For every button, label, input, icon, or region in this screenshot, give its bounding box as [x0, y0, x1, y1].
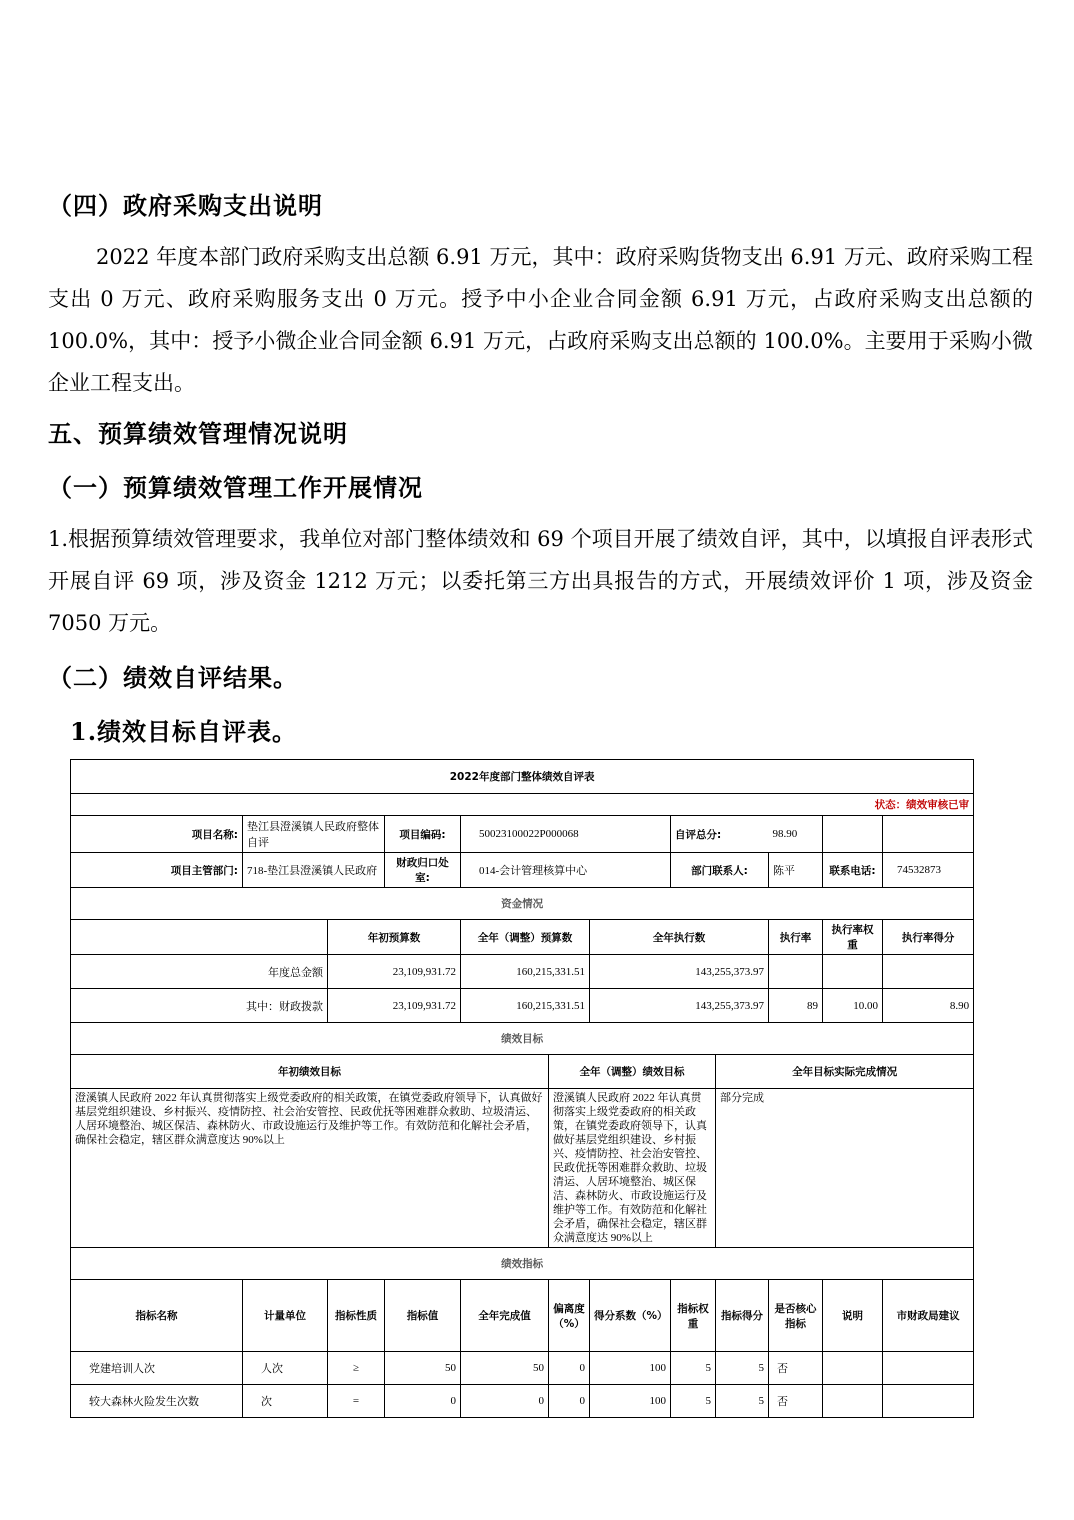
performance-work-paragraph: 1.根据预算绩效管理要求，我单位对部门整体绩效和 69 个项目开展了绩效自评，其中，以填报自评表形式开展自评 69 项，涉及资金 1212 万元；以委托第三方出具报告的方式，开展绩效评价 1 项，涉及资金 7050 万元。 — [48, 527, 1033, 635]
dept-label: 项目主管部门: — [71, 853, 243, 888]
indicator-header-coef: 得分系数（%） — [590, 1280, 671, 1352]
funds-row-adjusted: 160,215,331.51 — [461, 989, 590, 1023]
self-eval-heading: （二）绩效自评结果。 — [48, 663, 298, 692]
indicator-advice — [883, 1385, 974, 1418]
goal-header-initial: 年初绩效目标 — [71, 1055, 549, 1089]
funds-row-executed: 143,255,373.97 — [590, 955, 769, 989]
empty-cell — [883, 816, 974, 853]
indicator-unit: 人次 — [243, 1352, 328, 1385]
table-title: 2022年度部门整体绩效自评表 — [71, 760, 974, 794]
status-badge: 状态：绩效审核已审 — [71, 794, 974, 816]
performance-self-eval-table — [70, 759, 974, 1418]
funds-section-header: 资金情况 — [71, 888, 974, 920]
indicator-note — [823, 1385, 883, 1418]
indicator-header-deviation: 偏离度（%） — [549, 1280, 590, 1352]
goal-header-actual: 全年目标实际完成情况 — [716, 1055, 974, 1089]
funds-row-rate — [769, 955, 823, 989]
goal-initial-text: 澄溪镇人民政府 2022 年认真贯彻落实上级党委政府的相关政策，在镇党委政府领导下，认真做好基层党组织建设、乡村振兴、疫情防控、社会治安管控、民政优抚等困难群众救助、垃圾清运、人居环境整治、城区保洁、森林防火、市政设施运行及维护等工作。有效防范和化解社会矛盾，确保社会稳定，辖区群众满意度达 90%以上 — [71, 1089, 549, 1248]
self-score-value: 98.90 — [769, 816, 823, 853]
funds-row-initial: 23,109,931.72 — [328, 955, 461, 989]
indicator-score: 5 — [716, 1385, 769, 1418]
table-row — [71, 989, 974, 1023]
funds-row-label: 其中：财政拨款 — [71, 989, 328, 1023]
indicator-weight: 5 — [671, 1352, 716, 1385]
indicator-name: 党建培训人次 — [71, 1352, 243, 1385]
indicator-header-advice: 市财政局建议 — [883, 1280, 974, 1352]
dept-value: 718-垫江县澄溪镇人民政府 — [243, 853, 385, 888]
indicator-header-weight: 指标权重 — [671, 1280, 716, 1352]
indicator-coef: 100 — [590, 1385, 671, 1418]
gov-procurement-heading: （四）政府采购支出说明 — [48, 191, 323, 220]
indicator-deviation: 0 — [549, 1385, 590, 1418]
indicator-name: 较大森林火险发生次数 — [71, 1385, 243, 1418]
indicator-coef: 100 — [590, 1352, 671, 1385]
indicator-unit: 次 — [243, 1385, 328, 1418]
project-name-label: 项目名称: — [71, 816, 243, 853]
table-row — [71, 1385, 974, 1418]
indicator-core: 否 — [769, 1352, 823, 1385]
budget-performance-heading: 五、预算绩效管理情况说明 — [48, 419, 348, 448]
contact-label: 部门联系人: — [671, 853, 769, 888]
funds-header-initial: 年初预算数 — [328, 920, 461, 955]
finance-office-value: 014-会计管理核算中心 — [461, 853, 671, 888]
indicator-header-name: 指标名称 — [71, 1280, 243, 1352]
table-row — [71, 955, 974, 989]
indicator-header-value: 指标值 — [385, 1280, 461, 1352]
goal-actual-text: 部分完成 — [716, 1089, 974, 1248]
funds-header-rate: 执行率 — [769, 920, 823, 955]
indicator-score: 5 — [716, 1352, 769, 1385]
indicator-section-header: 绩效指标 — [71, 1248, 974, 1280]
funds-row-score — [883, 955, 974, 989]
indicator-header-score: 指标得分 — [716, 1280, 769, 1352]
funds-header-weight: 执行率权重 — [823, 920, 883, 955]
goal-table-heading: 1.绩效目标自评表。 — [70, 717, 298, 746]
table-row — [71, 1352, 974, 1385]
indicator-header-completed: 全年完成值 — [461, 1280, 549, 1352]
indicator-core: 否 — [769, 1385, 823, 1418]
indicator-header-note: 说明 — [823, 1280, 883, 1352]
goal-section-header: 绩效目标 — [71, 1023, 974, 1055]
funds-row-label: 年度总金额 — [71, 955, 328, 989]
funds-row-initial: 23,109,931.72 — [328, 989, 461, 1023]
project-code-value: 50023100022P000068 — [461, 816, 671, 853]
indicator-completed: 50 — [461, 1352, 549, 1385]
indicator-advice — [883, 1352, 974, 1385]
empty-cell — [823, 816, 883, 853]
funds-row-adjusted: 160,215,331.51 — [461, 955, 590, 989]
indicator-nature: = — [328, 1385, 385, 1418]
indicator-nature: ≥ — [328, 1352, 385, 1385]
indicator-header-core: 是否核心指标 — [769, 1280, 823, 1352]
project-name-value: 垫江县澄溪镇人民政府整体自评 — [243, 816, 385, 853]
empty-cell — [71, 920, 328, 955]
project-code-label: 项目编码: — [385, 816, 461, 853]
funds-row-score: 8.90 — [883, 989, 974, 1023]
indicator-value: 0 — [385, 1385, 461, 1418]
funds-row-weight — [823, 955, 883, 989]
funds-row-rate: 89 — [769, 989, 823, 1023]
phone-value: 74532873 — [883, 853, 974, 888]
indicator-header-unit: 计量单位 — [243, 1280, 328, 1352]
indicator-weight: 5 — [671, 1385, 716, 1418]
indicator-note — [823, 1352, 883, 1385]
funds-header-adjusted: 全年（调整）预算数 — [461, 920, 590, 955]
performance-work-heading: （一）预算绩效管理工作开展情况 — [48, 473, 423, 502]
funds-row-weight: 10.00 — [823, 989, 883, 1023]
funds-row-executed: 143,255,373.97 — [590, 989, 769, 1023]
indicator-header-nature: 指标性质 — [328, 1280, 385, 1352]
phone-label: 联系电话: — [823, 853, 883, 888]
indicator-value: 50 — [385, 1352, 461, 1385]
indicator-completed: 0 — [461, 1385, 549, 1418]
indicator-deviation: 0 — [549, 1352, 590, 1385]
funds-header-executed: 全年执行数 — [590, 920, 769, 955]
goal-header-adjusted: 全年（调整）绩效目标 — [549, 1055, 716, 1089]
goal-adjusted-text: 澄溪镇人民政府 2022 年认真贯彻落实上级党委政府的相关政策，在镇党委政府领导下，认真做好基层党组织建设、乡村振兴、疫情防控、社会治安管控、民政优抚等困难群众救助、垃圾清运、人居环境整治、城区保洁、森林防火、市政设施运行及维护等工作。有效防范和化解社会矛盾，确保社会稳定，辖区群众满意度达 90%以上 — [549, 1089, 716, 1248]
contact-value: 陈平 — [769, 853, 823, 888]
self-score-label: 自评总分: — [671, 816, 769, 853]
finance-office-label: 财政归口处室: — [385, 853, 461, 888]
gov-procurement-paragraph: 2022 年度本部门政府采购支出总额 6.91 万元，其中：政府采购货物支出 6.91 万元、政府采购工程支出 0 万元、政府采购服务支出 0 万元。授予中小企业合同金额 6.91 万元，占政府采购支出总额的 100.0%，其中：授予小微企业合同金额 6.91 万元，占政府采购支出总额的 100.0%。主要用于采购小微企业工程支出。 — [48, 245, 1033, 395]
funds-header-score: 执行率得分 — [883, 920, 974, 955]
